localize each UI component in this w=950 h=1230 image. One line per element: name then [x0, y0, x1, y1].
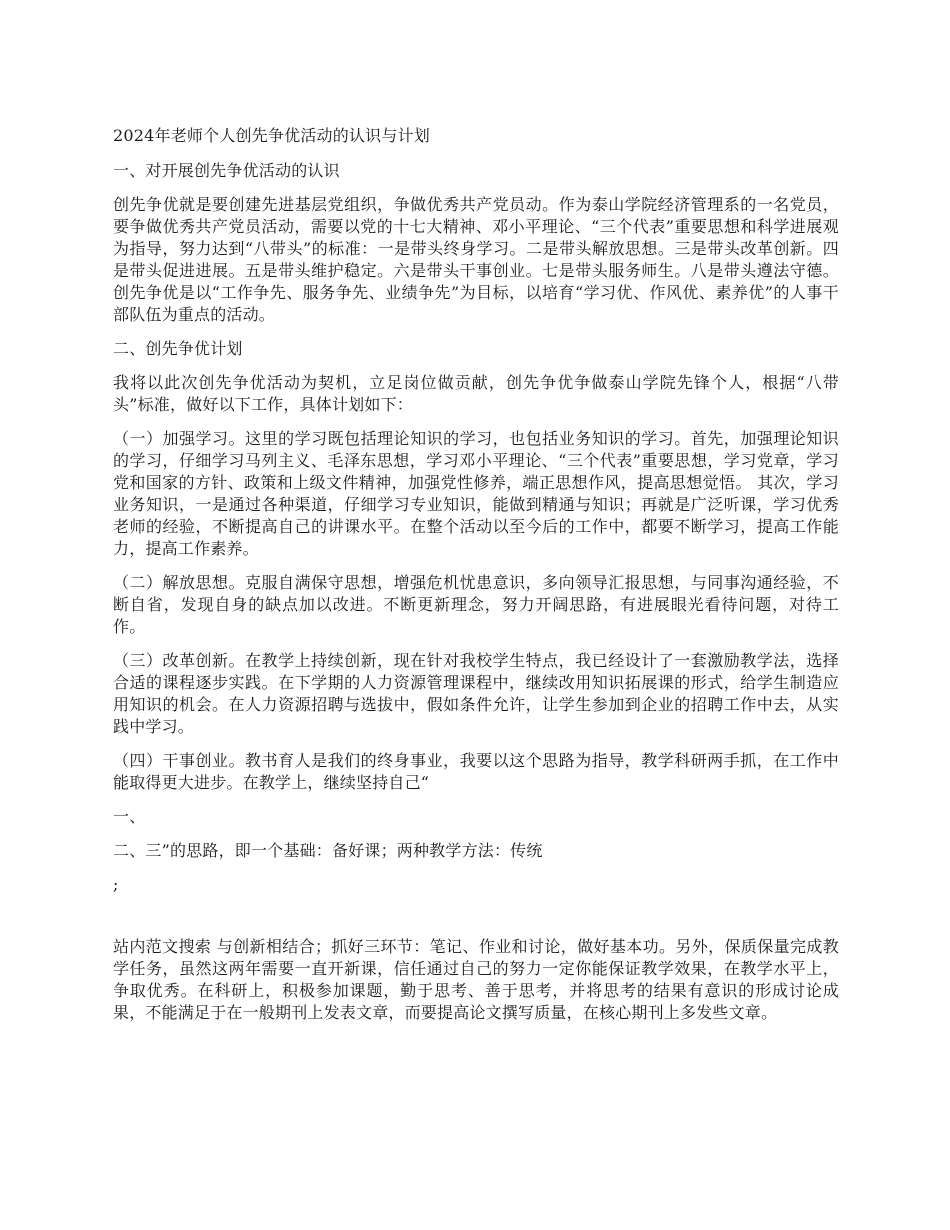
- paragraph-reform-innovation: （三）改革创新。在教学上持续创新，现在针对我校学生特点，我已经设计了一套激励教学法，选择合适的课程逐步实践。在下学期的人力资源管理课程中，继续改用知识拓展课的形式，给学生制造应用知识的机会。在人力资源招聘与选拔中，假如条件允许，让学生参加到企业的招聘工作中去，从实践中学习。: [113, 651, 839, 736]
- section-heading-plan: 二、创先争优计划: [113, 339, 243, 358]
- paragraph-emancipate-mind: （二）解放思想。克服自满保守思想，增强危机忧患意识，多向领导汇报思想，与同事沟通经验，不断自省，发现自身的缺点加以改进。不断更新理念，努力开阔思路，有进展眼光看待问题，对待工作。: [113, 573, 839, 636]
- paragraph-fragment-one: 一、: [113, 807, 146, 826]
- paragraph-semicolon: ;: [113, 875, 119, 894]
- paragraph-career-work: （四）干事创业。教书育人是我们的终身事业，我要以这个思路为指导，教学科研两手抓，在工作中能取得更大进步。在教学上，继续坚持自己“: [113, 751, 839, 792]
- document-title: 2024年老师个人创先争优活动的认识与计划: [113, 126, 430, 145]
- paragraph-understanding: 创先争优就是要创建先进基层党组织，争做优秀共产党员动。作为泰山学院经济管理系的一名党员，要争做优秀共产党员活动，需要以党的十七大精神、邓小平理论、“三个代表”重要思想和科学进展观为指导，努力达到“八带头”的标准：一是带头终身学习。二是带头解放思想。三是带头改革创新。四是带头促进进展。五是带头维护稳定。六是带头干事创业。七是带头服务师生。八是带头遵法守德。创先争优是以“工作争先、服务争先、业绩争先”为目标，以培育“学习优、作风优、素养优”的人事干部队伍为重点的活动。: [113, 195, 839, 324]
- document-page: [113, 125, 839, 1036]
- section-heading-understanding: 一、对开展创先争优活动的认识: [113, 161, 340, 180]
- paragraph-fragment-two-three: 二、三”的思路，即一个基础：备好课；两种教学方法：传统: [113, 841, 543, 860]
- paragraph-gap: [113, 896, 839, 936]
- paragraph-search-research: 站内范文搜索 与创新相结合；抓好三环节：笔记、作业和讨论，做好基本功。另外，保质保量完成教学任务，虽然这两年需要一直开新课，信任通过自己的努力一定你能保证教学效果，在教学水平上，争取优秀。在科研上，积极参加课题，勤于思考、善于思考，并将思考的结果有意识的形成讨论成果，不能满足于在一般期刊上发表文章，而要提高论文撰写质量，在核心期刊上多发些文章。: [113, 937, 839, 1022]
- paragraph-strengthen-learning: （一）加强学习。这里的学习既包括理论知识的学习，也包括业务知识的学习。首先，加强理论知识的学习，仔细学习马列主义、毛泽东思想，学习邓小平理论、“三个代表”重要思想，学习党章，学习党和国家的方针、政策和上级文件精神，加强党性修养，端正思想作风，提高思想觉悟。 其次，学习业务知识，一是通过各种渠道，仔细学习专业知识，能做到精通与知识；再就是广泛听课，学习优秀老师的经验，不断提高自己的讲课水平。在整个活动以至今后的工作中，都要不断学习，提高工作能力，提高工作素养。: [113, 429, 839, 558]
- paragraph-plan-intro: 我将以此次创先争优活动为契机，立足岗位做贡献，创先争优争做泰山学院先锋个人，根据“八带头”标准，做好以下工作，具体计划如下：: [113, 373, 839, 414]
